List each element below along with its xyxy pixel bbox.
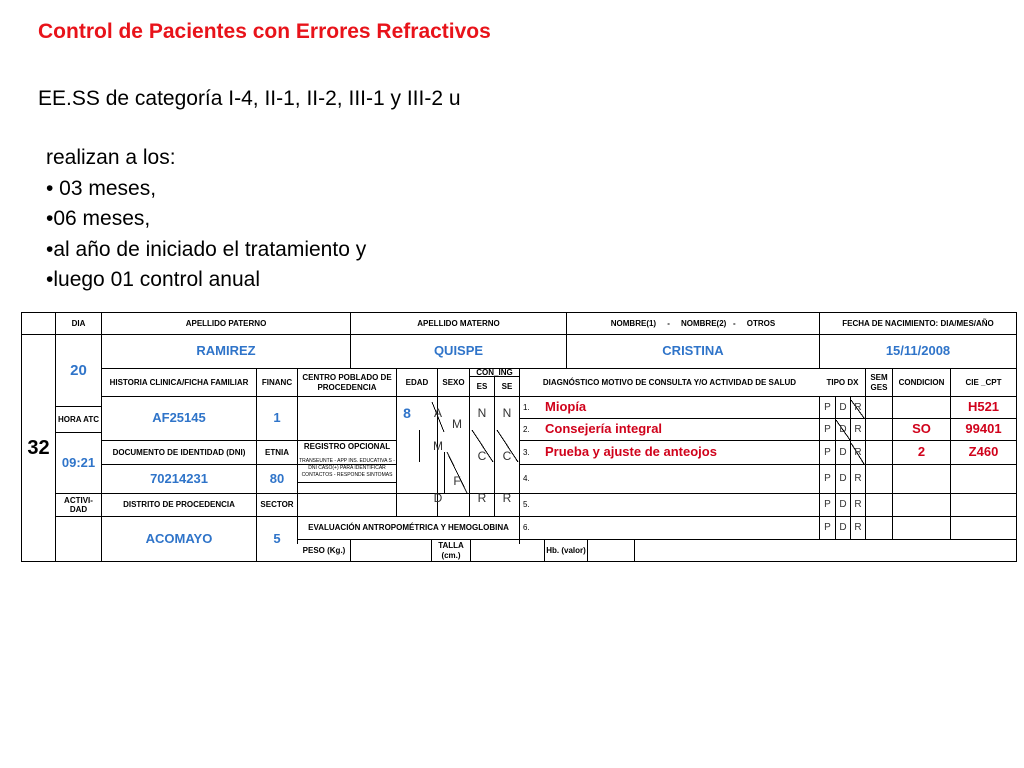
header-evaluacion: EVALUACIÓN ANTROPOMÉTRICA Y HEMOGLOBINA <box>308 523 509 533</box>
tipo-dx-d[interactable]: D <box>839 423 847 435</box>
etnia-value[interactable]: 80 <box>269 470 285 486</box>
cie-cpt-value[interactable]: Z460 <box>968 444 999 460</box>
tipo-dx-r[interactable]: R <box>854 522 862 534</box>
dia-value[interactable]: 20 <box>70 361 87 379</box>
dni-value[interactable]: 70214231 <box>150 470 208 486</box>
con-ing-es-c[interactable]: C <box>477 448 487 463</box>
header-hb: Hb. (valor) <box>546 545 586 555</box>
header-financ: FINANC <box>261 377 293 387</box>
header-apellido-paterno: APELLIDO PATERNO <box>185 318 267 328</box>
header-dia: DIA <box>71 318 86 328</box>
con-ing-es-r[interactable]: R <box>477 491 487 506</box>
header-fecha-nacimiento: FECHA DE NACIMIENTO: DIA/MES/AÑO <box>842 318 994 328</box>
cie-cpt-value[interactable]: H521 <box>967 399 1000 415</box>
diagnostico-numero: 4. <box>523 474 530 484</box>
apellido-materno-value[interactable]: QUISPE <box>433 343 484 359</box>
header-talla: TALLA (cm.) <box>438 541 464 560</box>
bullet-item: •06 meses, <box>46 207 151 230</box>
header-distrito: DISTRITO DE PROCEDENCIA <box>123 500 235 510</box>
diagnostico-texto[interactable] <box>545 465 815 493</box>
slide-subtitle: EE.SS de categoría I-4, II-1, II-2, III-1 y III-2 u <box>38 87 461 110</box>
tipo-dx-d[interactable]: D <box>839 446 847 458</box>
tipo-dx-d[interactable]: D <box>839 401 847 413</box>
sexo-masculino[interactable]: M <box>452 417 462 432</box>
header-sem-ges: SEM GES <box>870 373 888 392</box>
header-hora-atc: HORA ATC <box>57 414 100 424</box>
header-sexo: SEXO <box>442 377 465 387</box>
diagnostico-texto[interactable]: Consejería integral <box>545 421 663 437</box>
tipo-dx-d[interactable]: D <box>839 499 847 511</box>
tipo-dx-r[interactable]: R <box>854 423 862 435</box>
header-etnia: ETNIA <box>265 447 289 457</box>
condicion-value[interactable]: SO <box>912 421 931 437</box>
header-centro-poblado: CENTRO POBLADO DE PROCEDENCIA <box>302 373 392 392</box>
header-registro-opcional: REGISTRO OPCIONAL <box>303 442 391 452</box>
diagnostico-numero: 6. <box>523 523 530 533</box>
diagnostico-numero: 3. <box>523 447 530 457</box>
con-ing-se-r[interactable]: R <box>502 491 512 506</box>
tipo-dx-r[interactable]: R <box>854 401 862 413</box>
sector-value[interactable]: 5 <box>273 530 281 546</box>
tipo-dx-d[interactable]: D <box>839 522 847 534</box>
apellido-paterno-value[interactable]: RAMIREZ <box>196 343 256 359</box>
row-number: 32 <box>27 436 50 459</box>
edad-unidad-anios[interactable]: A <box>433 405 442 420</box>
nombre-value[interactable]: CRISTINA <box>662 343 724 359</box>
registro-opcional-detalle: TRANSEUNTE - APP INS. EDUCATIVA S - DNI CASO(+) PARA IDENTIFICAR CONTACTOS - RESPONDE SINTOMAS <box>299 457 395 478</box>
header-historia-clinica: HISTORIA CLINICA/FICHA FAMILIAR <box>109 377 249 387</box>
financ-value[interactable]: 1 <box>273 410 281 426</box>
tipo-dx-p[interactable]: P <box>824 446 831 458</box>
registro-diario-form <box>21 312 1017 562</box>
bullet-item: •al año de iniciado el tratamiento y <box>46 237 367 261</box>
diagnostico-texto[interactable] <box>545 494 815 516</box>
sexo-femenino[interactable]: F <box>453 474 461 489</box>
header-peso: PESO (Kg.) <box>302 545 346 555</box>
tipo-dx-p[interactable]: P <box>824 423 831 435</box>
diagnostico-texto[interactable]: Prueba y ajuste de anteojos <box>545 444 717 460</box>
header-es: ES <box>476 381 488 391</box>
edad-unidad-dias[interactable]: D <box>433 491 443 506</box>
header-actividad: ACTIVI-DAD <box>64 495 93 514</box>
condicion-value[interactable]: 2 <box>917 444 926 460</box>
historia-clinica-value[interactable]: AF25145 <box>152 410 206 426</box>
bullet-item: realizan a los: <box>46 146 176 169</box>
tipo-dx-r[interactable]: R <box>854 499 862 511</box>
tipo-dx-p[interactable]: P <box>824 499 831 511</box>
header-cie-cpt: CIE _CPT <box>965 377 1002 387</box>
header-documento-identidad: DOCUMENTO DE IDENTIDAD (DNI) <box>112 447 246 457</box>
hora-value[interactable]: 09:21 <box>61 454 96 470</box>
header-diagnostico: DIAGNÓSTICO MOTIVO DE CONSULTA Y/O ACTIVIDAD DE SALUD <box>542 377 797 387</box>
diagnostico-texto[interactable] <box>545 517 815 539</box>
diagnostico-numero: 1. <box>523 402 530 412</box>
tipo-dx-p[interactable]: P <box>824 473 831 485</box>
con-ing-se-c[interactable]: C <box>502 448 512 463</box>
bullet-list <box>46 143 366 296</box>
tipo-dx-r[interactable]: R <box>854 446 862 458</box>
header-se: SE <box>501 381 513 391</box>
diagnostico-numero: 5. <box>523 500 530 510</box>
header-tipo-dx: TIPO DX <box>826 377 859 387</box>
diagnostico-numero: 2. <box>523 424 530 434</box>
bullet-item: • 03 meses, <box>46 176 157 200</box>
slide-title: Control de Pacientes con Errores Refractivos <box>38 20 491 43</box>
edad-value[interactable]: 8 <box>403 405 411 422</box>
edad-unidad-meses[interactable]: M <box>433 439 443 454</box>
tipo-dx-r[interactable]: R <box>854 473 862 485</box>
header-nombres: NOMBRE(1) - NOMBRE(2) - OTROS <box>610 318 776 328</box>
header-sector: SECTOR <box>260 500 294 510</box>
distrito-value[interactable]: ACOMAYO <box>145 530 213 546</box>
header-condicion: CONDICION <box>898 377 945 387</box>
con-ing-se-n[interactable]: N <box>502 405 512 420</box>
header-edad: EDAD <box>405 377 429 387</box>
fecha-nacimiento-value[interactable]: 15/11/2008 <box>885 343 951 359</box>
diagnostico-texto[interactable]: Miopía <box>545 399 587 415</box>
tipo-dx-d[interactable]: D <box>839 473 847 485</box>
tipo-dx-p[interactable]: P <box>824 522 831 534</box>
tipo-dx-p[interactable]: P <box>824 401 831 413</box>
con-ing-es-n[interactable]: N <box>477 405 487 420</box>
cie-cpt-value[interactable]: 99401 <box>965 421 1002 437</box>
condicion-value[interactable] <box>893 397 950 418</box>
header-con-ing: CON_ING <box>476 369 513 376</box>
header-apellido-materno: APELLIDO MATERNO <box>417 318 500 328</box>
bullet-item: •luego 01 control anual <box>46 268 261 291</box>
